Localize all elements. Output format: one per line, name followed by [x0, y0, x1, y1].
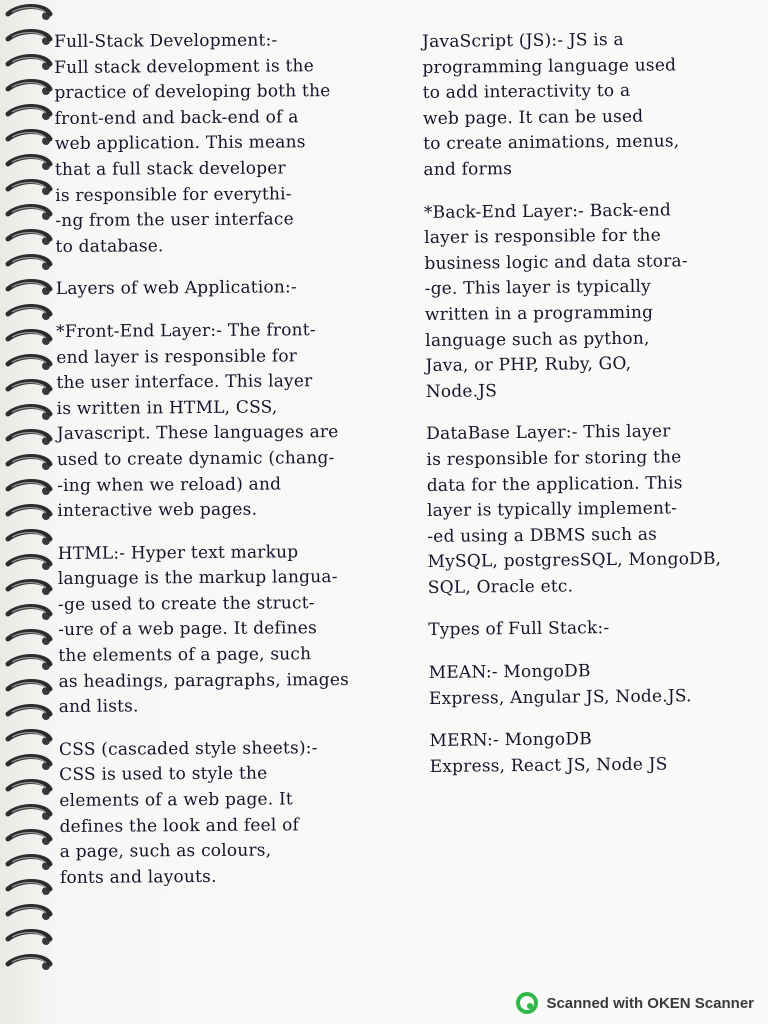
note-line: defines the look and feel of	[59, 814, 300, 837]
note-line: practice of developing both the	[54, 81, 331, 104]
note-line: Javascript. These languages are	[56, 422, 339, 445]
note-block-layers	[56, 275, 396, 303]
note-line: end layer is responsible for	[56, 345, 298, 368]
note-line: as headings, paragraphs, images	[58, 669, 350, 692]
note-line: -ure of a web page. It defines	[58, 618, 318, 641]
note-line: written in a programming	[424, 302, 654, 325]
note-line: JavaScript (JS):- JS is a	[422, 29, 624, 52]
note-block-js	[422, 26, 764, 183]
note-line: layer is responsible for the	[424, 225, 662, 249]
scanner-watermark	[516, 992, 754, 1014]
note-line: data for the application. This	[426, 472, 683, 496]
note-line: language is the markup langua-	[57, 567, 338, 590]
note-line: DataBase Layer:- This layer	[426, 421, 671, 445]
note-line: is written in HTML, CSS,	[56, 397, 278, 419]
note-line: is responsible for storing the	[426, 447, 682, 470]
watermark-text: Scanned with OKEN Scanner	[546, 994, 754, 1012]
note-line: the elements of a page, such	[58, 644, 312, 667]
note-line: -ed using a DBMS such as	[427, 524, 658, 547]
note-line: programming language used	[422, 54, 677, 78]
note-line: Layers of web Application:-	[55, 277, 297, 300]
note-line: Full stack development is the	[54, 55, 314, 78]
note-line: that a full stack developer	[54, 158, 286, 180]
note-line: interactive web pages.	[57, 499, 258, 522]
note-block-database	[426, 419, 768, 602]
note-line: -ge used to create the struct-	[57, 593, 315, 615]
note-line: Node.JS	[425, 380, 498, 402]
note-line: the user interface. This layer	[56, 371, 313, 394]
note-line: HTML:- Hyper text markup	[57, 541, 299, 564]
note-line: Types of Full Stack:-	[428, 618, 610, 641]
note-line: and lists.	[58, 696, 139, 718]
note-line: to database.	[55, 235, 164, 257]
note-block-fsd	[54, 28, 396, 261]
note-line: used to create dynamic (chang-	[56, 447, 335, 470]
note-line: CSS is used to style the	[59, 763, 268, 786]
note-line: and forms	[423, 159, 513, 180]
note-line: to add interactivity to a	[422, 81, 631, 104]
note-line: -ge. This layer is typically	[424, 276, 651, 300]
note-block-html	[58, 539, 399, 721]
note-line: a page, such as colours,	[59, 840, 272, 863]
note-line: -ing when we reload) and	[57, 473, 282, 496]
note-block-types	[428, 615, 768, 644]
note-block-mean	[429, 657, 768, 712]
note-line: layer is typically implement-	[426, 498, 678, 522]
note-line: Full-Stack Development:-	[54, 30, 278, 52]
note-block-css	[59, 735, 400, 891]
note-line: MERN:- MongoDB	[429, 729, 592, 752]
note-line: -ng from the user interface	[55, 209, 294, 232]
note-line: is responsible for everythi-	[55, 183, 292, 206]
note-line: *Back-End Layer:- Back-end	[423, 199, 672, 223]
note-line: web page. It can be used	[422, 106, 644, 129]
note-line: SQL, Oracle etc.	[427, 576, 574, 598]
note-line: MySQL, postgresSQL, MongoDB,	[427, 549, 722, 573]
note-block-frontend	[56, 318, 397, 525]
note-line: Express, React JS, Node JS	[429, 754, 668, 777]
note-line: elements of a web page. It	[59, 789, 293, 812]
note-line: web application. This means	[54, 132, 306, 155]
note-line: business logic and data stora-	[424, 250, 688, 274]
note-line: front-end and back-end of a	[54, 107, 299, 129]
note-line: CSS (cascaded style sheets):-	[58, 738, 318, 760]
note-line: Java, or PHP, Ruby, GO,	[425, 353, 632, 377]
note-line: Express, Angular JS, Node.JS.	[428, 685, 692, 709]
note-line: fonts and layouts.	[59, 866, 217, 888]
oken-logo-icon	[516, 992, 538, 1014]
note-line: *Front-End Layer:- The front-	[56, 320, 316, 342]
note-block-backend	[424, 197, 766, 405]
note-line: MEAN:- MongoDB	[428, 661, 591, 684]
left-column	[54, 28, 400, 909]
note-block-mern	[429, 726, 768, 781]
right-column	[422, 26, 768, 797]
note-line: language such as python,	[425, 328, 650, 351]
note-line: to create animations, menus,	[423, 131, 680, 155]
